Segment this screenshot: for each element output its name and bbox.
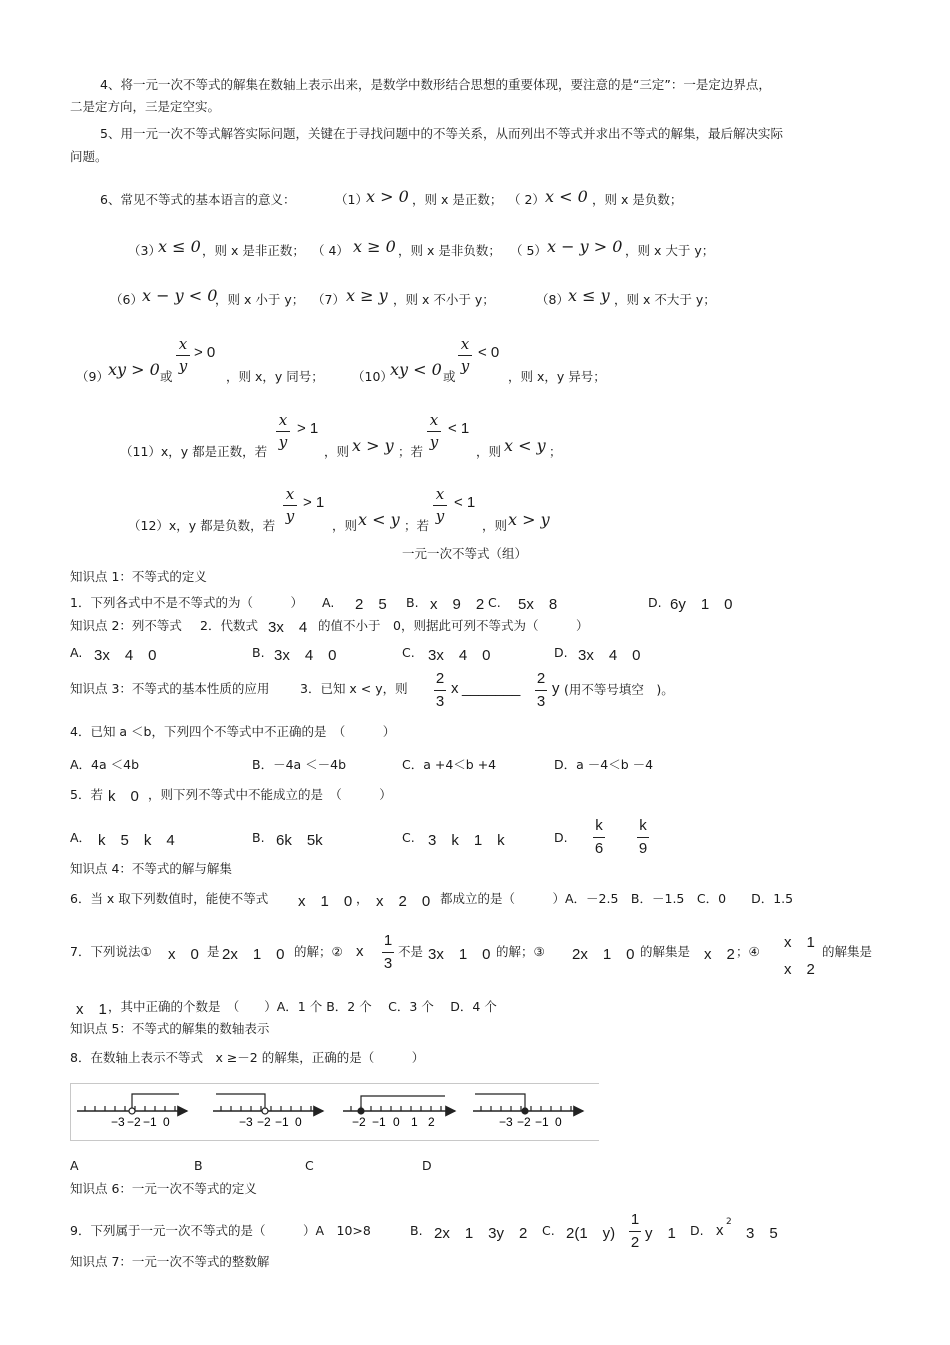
q2-option-b-expr: 3x 4 0 [274,647,337,664]
q2-option-c-label[interactable]: C. [402,645,415,660]
q7-expr-3: x [356,943,364,960]
q5-option-a-label[interactable]: A． [70,830,92,845]
tick-label: −2 [352,1115,366,1129]
section-title: 一元一次不等式（组） [402,546,528,561]
q6-comma: ， [356,891,369,906]
q8-option-d[interactable]: D [422,1158,432,1173]
lang-item-3-num: （3） [128,243,161,258]
q9-option-d-tail: 3 5 [746,1225,778,1242]
q6-inequality-2: x 2 0 [376,893,431,910]
x-gt-y: x > y [352,436,394,455]
q2-option-d-expr: 3x 4 0 [578,647,641,664]
gt-one: > 1 [303,494,325,511]
lt-one: < 1 [454,494,476,511]
fraction-x-over-y: x y [427,412,441,451]
q9-option-d-expr: x [716,1222,724,1239]
q7-stem: 7．下列说法① [70,944,152,959]
knowledge-point-2: 知识点 2：列不等式 [70,618,182,633]
para-5-line1: 5、用一元一次不等式解答实际问题，关键在于寻找问题中的不等关系，从而列出不等式并求出不等式的解集，最后解决实际 [100,126,783,141]
q8-option-b[interactable]: B [194,1158,203,1173]
q3-answer-blank[interactable]: _______ [462,680,521,697]
q2-option-c-expr: 3x 4 0 [428,647,491,664]
q5-option-c-expr: 3 k 1 k [428,832,505,849]
lang-item-8-num: （8） [536,292,569,307]
tick-label: −1 [143,1115,157,1129]
semicolon: ； [549,444,562,459]
tick-label: 0 [295,1115,302,1129]
lang-item-10-math: xy < 0 [390,360,442,379]
q7-expr-6: x 2 [704,946,735,963]
q1-option-a-expr: 2 5 [355,596,387,613]
tick-label: −3 [499,1115,513,1129]
q1-option-c-label[interactable]: C. [488,595,501,610]
q2-expression: 3x 4 [268,619,308,636]
q5-option-a-expr: k 5 k 4 [98,832,175,849]
q7-expr-4: 3x 1 0 [428,946,491,963]
q7-options: ，其中正确的个数是 （ ）A．1 个 B．2 个 C．3 个 D．4 个 [108,999,497,1014]
lang-item-10-num: （10） [352,369,393,384]
lang-item-7-text: ，则 x 不小于 y； [393,292,495,307]
lang-item-8-text: ，则 x 不大于 y； [614,292,716,307]
then-text: ，则 [476,444,502,459]
q6-stem-start: 6．当 x 取下列数值时，能使不等式 [70,891,269,906]
q1-option-d-expr: 6y 1 0 [670,596,733,613]
q2-option-d-label[interactable]: D. [554,645,568,660]
q9-option-d-label[interactable]: D. [690,1223,704,1238]
q9-option-c-tail: y 1 [645,1225,676,1242]
q5-stem-end: ，则下列不等式中不能成立的是 （ ） [148,787,392,802]
if-text: ；若 [398,444,424,459]
q8-option-a[interactable]: A [70,1158,79,1173]
lang-item-4-text: ，则 x 是非负数； [398,243,501,258]
or-text: 或 [160,369,173,384]
q7-text-5: 的解集是 [640,944,691,959]
lang-item-12-lead: （12）x，y 都是负数，若 [128,518,276,533]
number-line-b[interactable] [213,1094,323,1129]
tick-label: −2 [127,1115,141,1129]
tick-label: −2 [517,1115,531,1129]
q7-text-3: 不是 [398,944,424,959]
knowledge-point-1: 知识点 1：不等式的定义 [70,569,207,584]
q3-hint: (用不等号填空 )。 [564,682,674,697]
x-lt-y: x < y [504,436,546,455]
q2-option-b-label[interactable]: B. [252,645,265,660]
then-text: ，则 [482,518,508,533]
lang-item-2-num: （ 2） [508,192,545,207]
tick-label: −3 [239,1115,253,1129]
fraction-k-over-6: k 6 [594,817,604,857]
lang-item-7-math: x ≥ y [346,286,388,305]
lang-item-4-num: （ 4） [312,243,349,258]
lang-item-4-math: x ≥ 0 [353,237,396,256]
fraction-one-third: 1 3 [383,932,393,972]
number-line-a[interactable] [77,1094,187,1129]
tick-label: 2 [428,1115,435,1129]
tick-label: −1 [275,1115,289,1129]
q9-option-b-expr: 2x 1 3y 2 [434,1225,528,1242]
number-line-figure [70,1083,599,1141]
q4-option-d[interactable]: D．a －4＜b －4 [554,757,654,772]
lang-item-10-text: ，则 x，y 异号； [508,369,606,384]
q9-stem: 9．下列属于一元一次不等式的是（ ）A 10>8 [70,1223,371,1238]
q5-option-b-expr: 6k 5k [276,832,323,849]
lang-item-2-text: ，则 x 是负数； [592,192,683,207]
q7-expr-5: 2x 1 0 [572,946,635,963]
q2-option-a-label[interactable]: A. [70,645,83,660]
q4-option-c[interactable]: C．a +4＜b +4 [402,757,497,772]
fraction-x-over-y: x y [433,486,447,525]
lang-item-3-math: x ≤ 0 [158,237,201,256]
fraction-k-over-9: k 9 [638,817,648,857]
q7-text-6: ；④ [736,944,760,959]
q4-option-a[interactable]: A．4a ＜4b [70,757,140,772]
tick-label: 0 [163,1115,170,1129]
q7-system-line-2: x 2 [784,961,815,978]
q8-option-c[interactable]: C [305,1158,314,1173]
knowledge-point-7: 知识点 7：一元一次不等式的整数解 [70,1254,270,1269]
then-text: ，则 [332,518,358,533]
lang-item-6-text: ，则 x 小于 y； [215,292,305,307]
tick-label: 1 [411,1115,418,1129]
lang-item-9-num: （9） [76,369,109,384]
q7-system-line-1: x 1 [784,934,815,951]
q9-option-c-label[interactable]: C. [542,1223,555,1238]
q1-option-c-expr: 5x 8 [518,596,558,613]
fraction-x-over-y: x y [458,336,472,375]
q1-option-d-label[interactable]: D. [648,595,662,610]
lang-item-6-math: x − y < 0 [142,286,218,305]
lang-item-2-math: x < 0 [545,187,588,206]
fraction-two-thirds: 2 3 [536,670,546,710]
q7-text-4: 的解；③ [496,944,545,959]
lang-item-5-text: ，则 x 大于 y； [625,243,715,258]
fraction-x-over-y: x y [283,486,297,525]
fraction-x-over-y: x y [176,336,190,375]
lt-zero: < 0 [478,344,500,361]
tick-label: −2 [257,1115,271,1129]
lang-item-7-num: （7） [312,292,345,307]
q5-condition: k 0 [108,788,139,805]
q9-option-b-label[interactable]: B. [410,1223,423,1238]
gt-one: > 1 [297,420,319,437]
fraction-x-over-y: x y [276,412,290,451]
q7-expr-1: x 0 [168,946,199,963]
para-5-line2: 问题。 [70,149,108,164]
number-line-d[interactable] [473,1094,583,1129]
q7-text-7: 的解集是 [822,944,873,959]
or-text: 或 [443,369,456,384]
number-line-c[interactable] [343,1096,455,1129]
q3-x: x [451,680,459,697]
lang-item-6-num: （6） [110,292,143,307]
lang-item-9-text: ，则 x，y 同号； [226,369,324,384]
q5-option-b-label[interactable]: B. [252,830,265,845]
x-gt-y: x > y [508,510,550,529]
para-4-line1: 4、将一元一次不等式的解集在数轴上表示出来，是数学中数形结合思想的重要体现，要注意的是“三定”：一是定边界点， [100,77,771,92]
q9-option-c-expr: 2(1 y) [566,1225,616,1242]
fraction-two-thirds: 2 3 [435,670,445,710]
q7-text-2: 的解；② [294,944,343,959]
lang-item-8-math: x ≤ y [568,286,610,305]
q7-expr-2: 2x 1 0 [222,946,285,963]
lang-item-1-text: ，则 x 是正数； [412,192,503,207]
knowledge-point-6: 知识点 6：一元一次不等式的定义 [70,1181,257,1196]
q6-inequality-1: x 1 0 [298,893,353,910]
q2-stem-end: 的值不小于 0，则据此可列不等式为（ ） [318,618,589,633]
number-lines-svg [71,1084,599,1140]
lang-item-1-num: （1） [335,192,368,207]
q6-stem-end: 都成立的是（ ）A．－2.5 B．－1.5 C．0 D．1.5 [440,891,794,906]
q9-superscript: 2 [726,1217,732,1227]
lang-item-1-math: x > 0 [366,187,409,206]
tick-label: −1 [372,1115,386,1129]
tick-label: −3 [111,1115,125,1129]
q2-option-a-expr: 3x 4 0 [94,647,157,664]
knowledge-point-5: 知识点 5：不等式的解集的数轴表示 [70,1021,270,1036]
q3-stem: 3．已知 x < y，则 [300,681,408,696]
lang-heading: 6、常见不等式的基本语言的意义： [100,192,296,207]
q1-option-a-label[interactable]: A. [322,595,335,610]
lang-item-5-math: x − y > 0 [547,237,623,256]
lang-item-11-lead: （11）x，y 都是正数，若 [120,444,268,459]
q1-stem: 1．下列各式中不是不等式的为（ ） [70,595,303,610]
tick-label: 0 [393,1115,400,1129]
q7-expr-7: x 1 [76,1001,107,1018]
para-4-line2: 二是定方向，三是定空实。 [70,99,221,114]
q5-option-d-label[interactable]: D. [554,830,568,845]
lt-one: < 1 [448,420,470,437]
knowledge-point-4: 知识点 4：不等式的解与解集 [70,861,232,876]
knowledge-point-3: 知识点 3：不等式的基本性质的应用 [70,681,270,696]
tick-label: −1 [535,1115,549,1129]
gt-zero: > 0 [194,344,216,361]
lang-item-9-math: xy > 0 [108,360,160,379]
fraction-one-half: 1 2 [630,1211,640,1251]
q7-text-1: 是 [207,944,220,959]
x-lt-y: x < y [358,510,400,529]
q8-stem: 8．在数轴上表示不等式 x ≥－2 的解集，正确的是（ ） [70,1050,425,1065]
lang-item-3-text: ，则 x 是非正数； [202,243,305,258]
q4-stem: 4．已知 a ＜b，下列四个不等式中不正确的是 （ ） [70,724,396,739]
q4-option-b[interactable]: B．－4a ＜－4b [252,757,347,772]
q1-option-b-label[interactable]: B. [406,595,419,610]
q5-option-c-label[interactable]: C. [402,830,415,845]
q5-stem-start: 5．若 [70,787,103,802]
q2-stem-start: 2．代数式 [200,618,258,633]
if-text: ；若 [404,518,430,533]
q3-y: y [552,680,560,697]
lang-item-5-num: （ 5） [510,243,547,258]
then-text: ，则 [324,444,350,459]
q1-option-b-expr: x 9 2 [430,596,485,613]
tick-label: 0 [555,1115,562,1129]
